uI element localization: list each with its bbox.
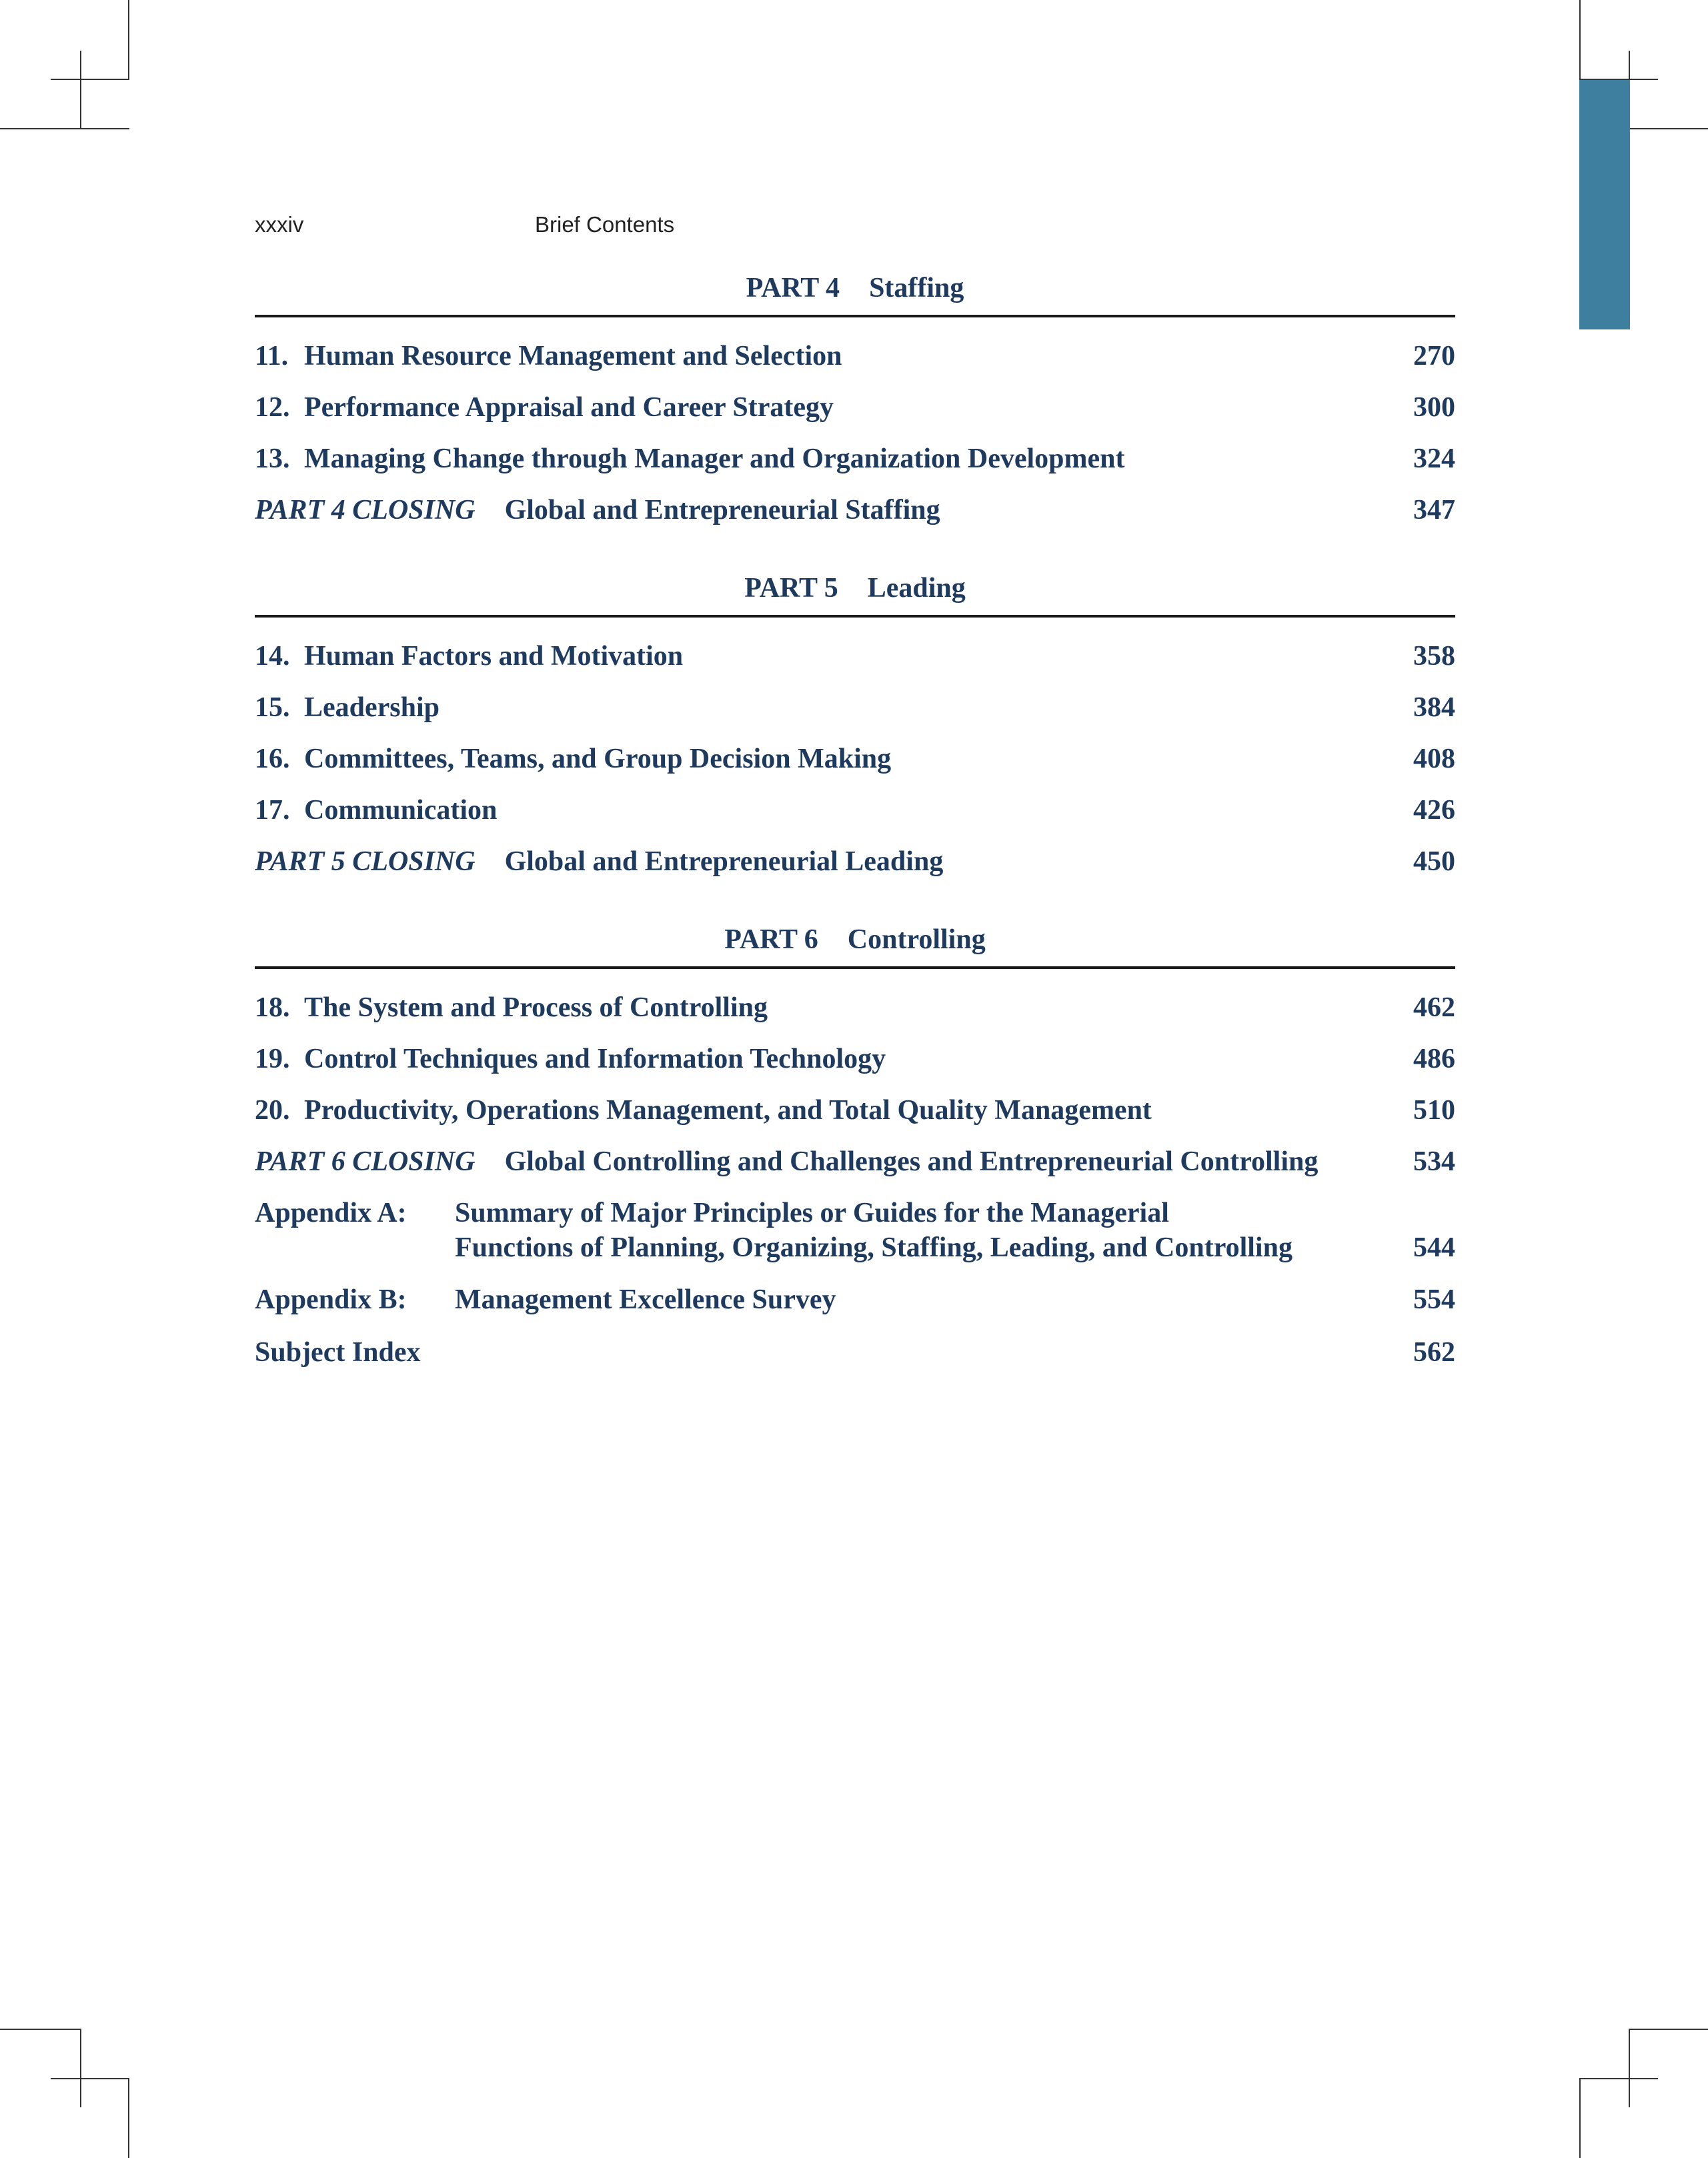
part-heading: [255, 924, 1455, 956]
page-number: 270: [1413, 341, 1455, 371]
chapter-number: 16.: [255, 744, 290, 774]
chapter-title: Committees, Teams, and Group Decision Making: [304, 744, 892, 774]
page-number: 347: [1413, 495, 1455, 525]
part-label: PART 5: [744, 573, 838, 604]
page-number: 384: [1413, 692, 1455, 723]
chapter-title: Leadership: [304, 692, 440, 723]
chapter-title: Productivity, Operations Management, and Total Quality Management: [304, 1095, 1152, 1126]
part-heading: [255, 272, 1455, 304]
page-number: 324: [1413, 443, 1455, 474]
toc-entry[interactable]: [255, 1040, 1455, 1078]
closing-title: Global and Entrepreneurial Leading: [504, 846, 944, 877]
toc-entry[interactable]: [255, 740, 1455, 778]
part-rule: [255, 315, 1455, 317]
toc-entry[interactable]: [255, 689, 1455, 726]
toc-appendix-entry[interactable]: [255, 1194, 1455, 1232]
appendix-title-line1: Summary of Major Principles or Guides for the Managerial: [455, 1198, 1169, 1228]
page-number: 562: [1413, 1337, 1455, 1368]
chapter-number: 19.: [255, 1044, 290, 1074]
part-heading: [255, 572, 1455, 604]
chapter-number: 15.: [255, 692, 290, 723]
page-number: 544: [1413, 1232, 1455, 1263]
chapter-number: 20.: [255, 1095, 290, 1126]
toc-appendix-entry[interactable]: [255, 1281, 1455, 1318]
page-number: 510: [1413, 1095, 1455, 1126]
toc-closing-entry[interactable]: [255, 1143, 1455, 1180]
appendix-title-line2: Functions of Planning, Organizing, Staffing, Leading, and Controlling: [455, 1232, 1293, 1263]
chapter-number: 12.: [255, 392, 290, 423]
chapter-title: Control Techniques and Information Technology: [304, 1044, 886, 1074]
appendix-title: Management Excellence Survey: [455, 1284, 836, 1315]
appendix-label: Appendix B:: [255, 1284, 407, 1315]
page-number: 408: [1413, 744, 1455, 774]
toc-entry[interactable]: [255, 638, 1455, 675]
chapter-number: 17.: [255, 795, 290, 826]
running-title: Brief Contents: [535, 212, 675, 237]
part-name: Controlling: [847, 924, 986, 955]
index-label: Subject Index: [255, 1337, 421, 1368]
chapter-number: 14.: [255, 641, 290, 672]
page-number: 450: [1413, 846, 1455, 877]
toc-entry[interactable]: [255, 792, 1455, 829]
page-number: 426: [1413, 795, 1455, 826]
page-number: 554: [1413, 1284, 1455, 1315]
part-name: Staffing: [869, 273, 964, 303]
toc-closing-entry[interactable]: [255, 843, 1455, 880]
page-folio: xxxiv: [255, 212, 304, 237]
chapter-title: Communication: [304, 795, 498, 826]
page-number: 300: [1413, 392, 1455, 423]
part-name: Leading: [867, 573, 966, 604]
closing-title: Global Controlling and Challenges and Entrepreneurial Controlling: [504, 1146, 1319, 1177]
toc-index-entry[interactable]: [255, 1334, 1455, 1371]
chapter-title: Managing Change through Manager and Organization Development: [304, 443, 1125, 474]
page-number: 358: [1413, 641, 1455, 672]
toc-entry[interactable]: [255, 337, 1455, 375]
chapter-title: Human Resource Management and Selection: [304, 341, 842, 371]
page-number: 462: [1413, 992, 1455, 1023]
part-label: PART 6: [724, 924, 818, 955]
part-label: PART 4: [746, 273, 840, 303]
page-number: 486: [1413, 1044, 1455, 1074]
chapter-title: Performance Appraisal and Career Strategy: [304, 392, 834, 423]
chapter-number: 11.: [255, 341, 289, 371]
closing-title: Global and Entrepreneurial Staffing: [504, 495, 940, 525]
toc-entry[interactable]: [255, 1092, 1455, 1129]
section-tab: [1579, 80, 1630, 329]
closing-label: PART 5 CLOSING: [255, 846, 476, 877]
toc-entry[interactable]: [255, 989, 1455, 1026]
chapter-number: 13.: [255, 443, 290, 474]
appendix-label: Appendix A:: [255, 1198, 407, 1228]
part-rule: [255, 966, 1455, 969]
closing-label: PART 6 CLOSING: [255, 1146, 476, 1177]
toc-closing-entry[interactable]: [255, 491, 1455, 529]
toc-entry[interactable]: [255, 440, 1455, 477]
chapter-title: The System and Process of Controlling: [304, 992, 768, 1023]
chapter-number: 18.: [255, 992, 290, 1023]
chapter-title: Human Factors and Motivation: [304, 641, 684, 672]
closing-label: PART 4 CLOSING: [255, 495, 476, 525]
toc-entry[interactable]: [255, 389, 1455, 426]
toc-appendix-entry-continued[interactable]: [455, 1229, 1455, 1266]
page-number: 534: [1413, 1146, 1455, 1177]
part-rule: [255, 615, 1455, 618]
